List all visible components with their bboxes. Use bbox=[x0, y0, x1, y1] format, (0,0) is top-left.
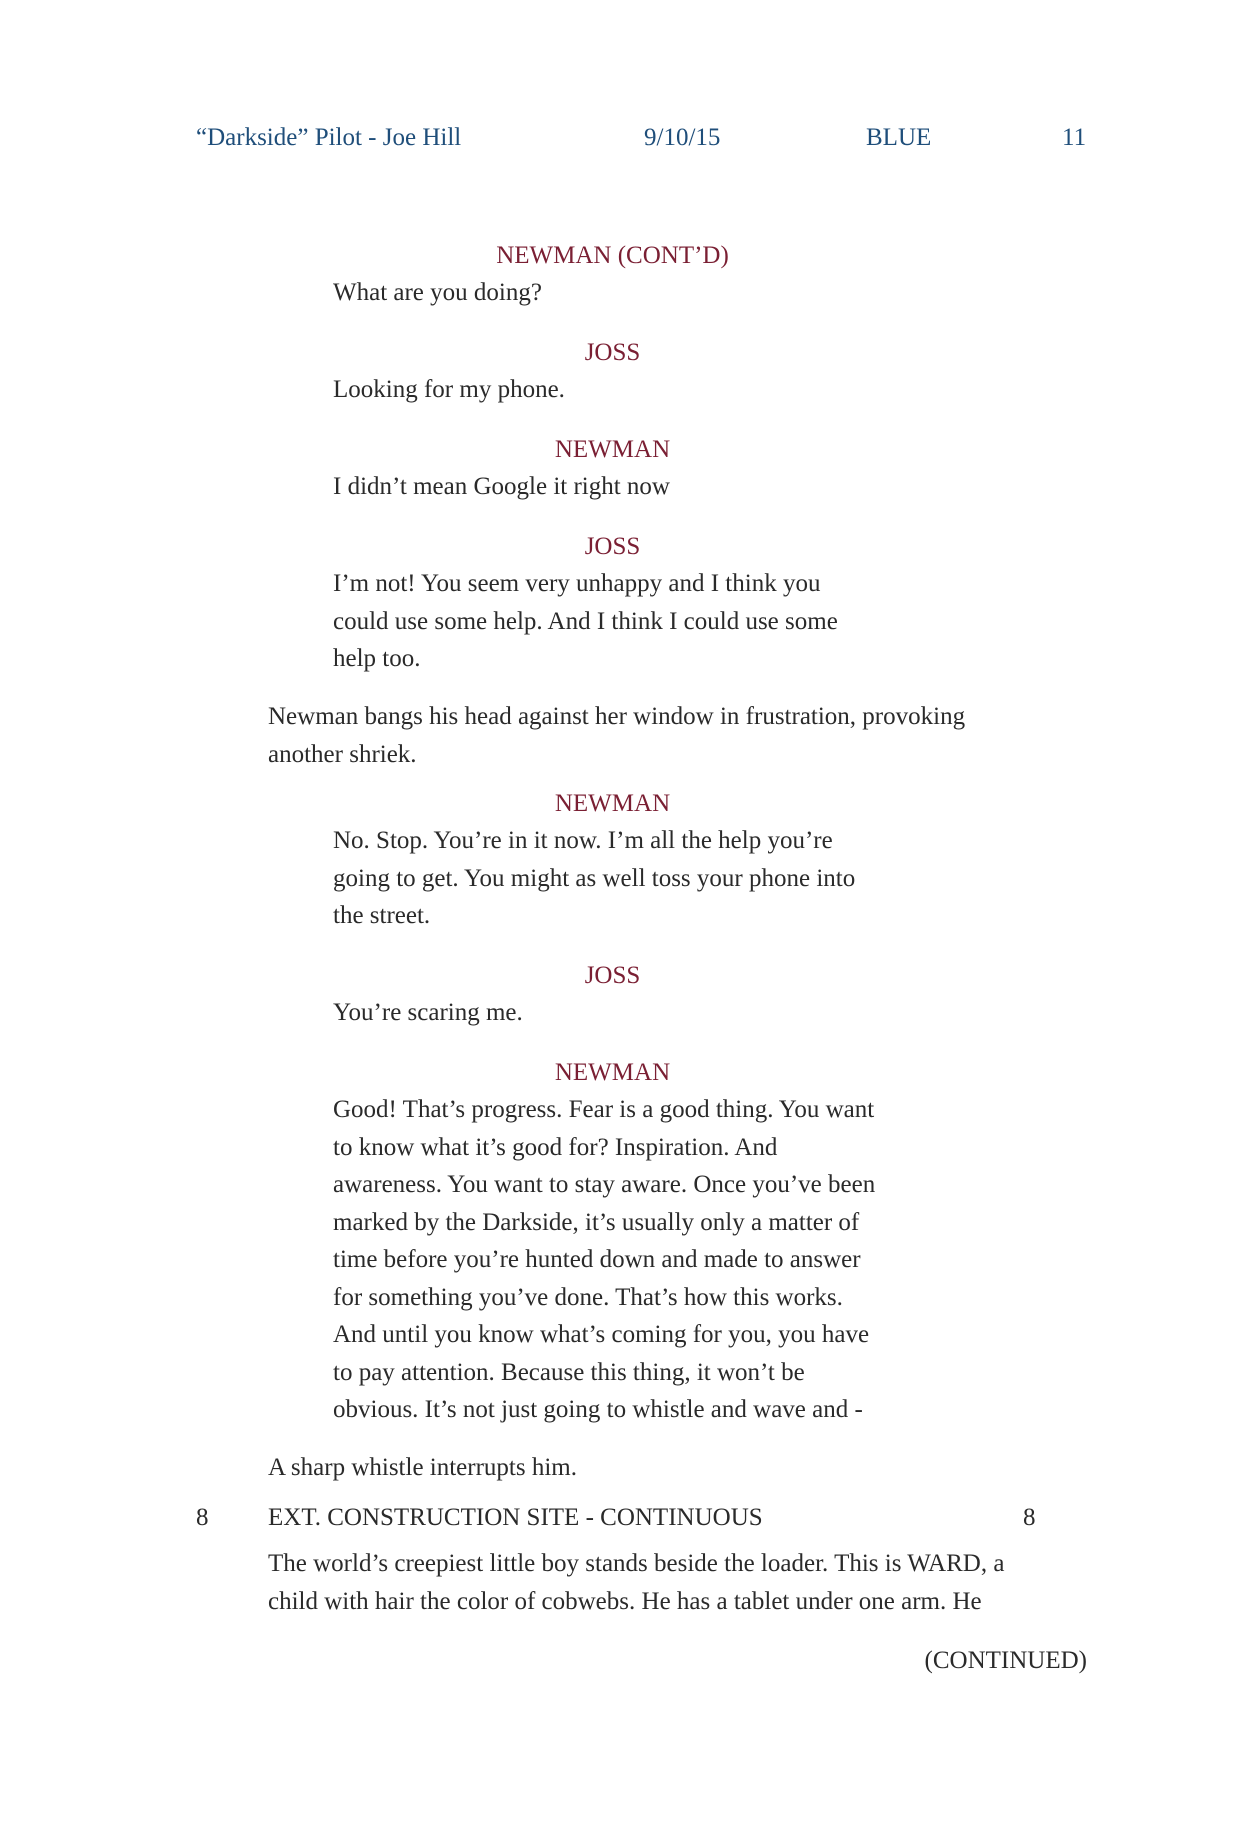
action-paragraph bbox=[268, 1545, 1108, 1620]
header-page-number: 11 bbox=[1062, 124, 1087, 151]
dialogue-line: What are you doing? bbox=[333, 279, 542, 306]
dialogue bbox=[333, 274, 953, 312]
dialogue-line: going to get. You might as well toss your phone into bbox=[333, 864, 856, 892]
scene-heading: EXT. CONSTRUCTION SITE - CONTINUOUS bbox=[268, 1504, 763, 1531]
dialogue bbox=[333, 1091, 953, 1429]
dialogue-line: obvious. It’s not just going to whistle and wave and - bbox=[333, 1396, 863, 1423]
dialogue-line: And until you know what’s coming for you, you have bbox=[333, 1321, 870, 1348]
dialogue bbox=[333, 994, 953, 1032]
character-cue: JOSS bbox=[584, 339, 641, 366]
dialogue-line: to know what it’s good for? Inspiration. And bbox=[333, 1133, 778, 1161]
character-cue: NEWMAN bbox=[554, 1059, 671, 1086]
dialogue bbox=[333, 565, 953, 678]
action-line: The world’s creepiest little boy stands beside the loader. This is WARD, a bbox=[268, 1550, 1005, 1577]
dialogue-line: marked by the Darkside, it’s usually only a matter of bbox=[333, 1208, 860, 1236]
scene-number-right: 8 bbox=[1023, 1504, 1036, 1531]
dialogue-line: Good! That’s progress. Fear is a good thing. You want bbox=[333, 1096, 875, 1123]
dialogue bbox=[333, 468, 953, 506]
dialogue-line: You’re scaring me. bbox=[333, 999, 523, 1026]
dialogue-line: I’m not! You seem very unhappy and I think you bbox=[333, 570, 821, 597]
character-cue: JOSS bbox=[584, 533, 641, 560]
character-cue: JOSS bbox=[584, 962, 641, 989]
character-cue: NEWMAN (CONT’D) bbox=[496, 242, 729, 269]
action-line: A sharp whistle interrupts him. bbox=[268, 1454, 577, 1481]
header-title: “Darkside” Pilot - Joe Hill bbox=[196, 124, 462, 151]
action-line: Newman bangs his head against her window in frustration, provoking bbox=[268, 703, 966, 730]
action-line: another shriek. bbox=[268, 740, 417, 768]
action-paragraph bbox=[268, 698, 1108, 773]
continued-marker: (CONTINUED) bbox=[924, 1647, 1087, 1674]
dialogue bbox=[333, 822, 953, 935]
dialogue-line: awareness. You want to stay aware. Once you’ve been bbox=[333, 1171, 876, 1198]
dialogue-line: Looking for my phone. bbox=[333, 376, 565, 403]
character-cue: NEWMAN bbox=[554, 436, 671, 463]
action-line: child with hair the color of cobwebs. He has a tablet under one arm. He bbox=[268, 1587, 982, 1615]
dialogue-line: could use some help. And I think I could use some bbox=[333, 607, 838, 635]
dialogue-line: No. Stop. You’re in it now. I’m all the help you’re bbox=[333, 827, 833, 854]
dialogue-line: for something you’ve done. That’s how this works. bbox=[333, 1283, 843, 1311]
scene-number-left: 8 bbox=[196, 1504, 209, 1531]
dialogue bbox=[333, 371, 953, 409]
header-revision: BLUE bbox=[866, 124, 932, 151]
character-cue: NEWMAN bbox=[554, 790, 671, 817]
dialogue-line: to pay attention. Because this thing, it won’t be bbox=[333, 1358, 805, 1386]
action-paragraph bbox=[268, 1449, 1108, 1487]
dialogue-line: time before you’re hunted down and made to answer bbox=[333, 1246, 861, 1273]
dialogue-line: help too. bbox=[333, 645, 421, 672]
header-date: 9/10/15 bbox=[644, 124, 721, 151]
dialogue-line: the street. bbox=[333, 902, 431, 929]
dialogue-line: I didn’t mean Google it right now bbox=[333, 473, 670, 500]
